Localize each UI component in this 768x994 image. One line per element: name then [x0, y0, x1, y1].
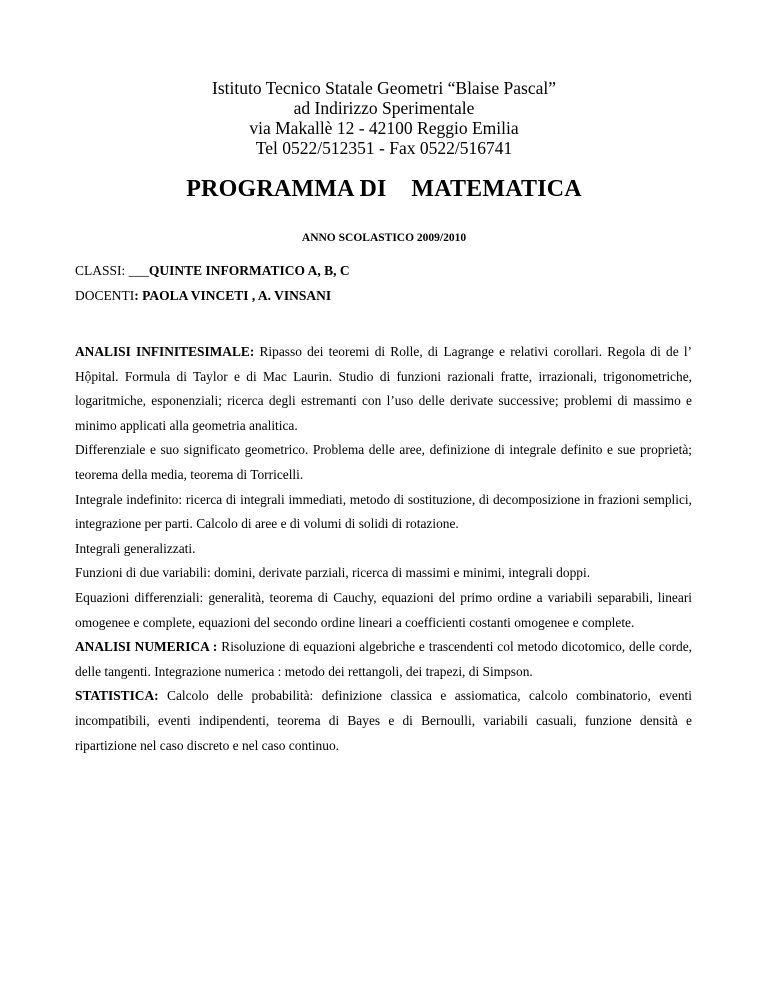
teachers-line: [75, 288, 331, 304]
school-phone-fax: Tel 0522/512351 - Fax 0522/516741: [255, 138, 513, 158]
section-statistica: [75, 684, 692, 758]
paragraph-integrali-generalizzati: Integrali generalizzati.: [75, 540, 196, 556]
section-heading: ANALISI INFINITESIMALE:: [75, 344, 255, 359]
paragraph-equazioni-differenziali: Equazioni differenziali: generalità, teorema di Cauchy, equazioni del primo ordine a variabili separabili, lineari omogenee e complete, equazioni del secondo ordine lineari a coefficienti costanti omogenee e complete.: [75, 589, 692, 630]
school-type: ad Indirizzo Sperimentale: [293, 98, 475, 118]
school-address: via Makallè 12 - 42100 Reggio Emilia: [249, 118, 519, 138]
program-body: [75, 340, 692, 758]
classes-value: QUINTE INFORMATICO A, B, C: [148, 263, 350, 278]
school-name: Istituto Tecnico Statale Geometri “Blaise Pascal”: [212, 78, 556, 98]
section-text: Risoluzione di equazioni algebriche e trascendenti col metodo dicotomico, delle corde, delle tangenti. Integrazione numerica : metodo dei rettangoli, dei trapezi, di Simpson.: [75, 639, 692, 679]
paragraph-integrale-indefinito: Integrale indefinito: ricerca di integrali immediati, metodo di sostituzione, di decomposizione in frazioni semplici, integrazione per parti. Calcolo di aree e di volumi di solidi di rotazione.: [75, 491, 692, 532]
teachers-value: : PAOLA VINCETI , A. VINSANI: [134, 288, 332, 303]
paragraph-funzioni-due-variabili: Funzioni di due variabili: domini, derivate parziali, ricerca di massimi e minimi, integrali doppi.: [75, 565, 591, 581]
classes-line: [75, 263, 350, 279]
teachers-label: DOCENTI: [75, 288, 135, 303]
section-heading: STATISTICA:: [75, 688, 159, 704]
document-title: PROGRAMMA DI MATEMATICA: [186, 176, 582, 202]
classes-label: CLASSI: ___: [75, 263, 149, 278]
section-text: Ripasso dei teoremi di Rolle, di Lagrange e relativi corollari. Regola di de l’ Hộpital. Formula di Taylor e di Mac Laurin. Studio di funzioni razionali fratte, irrazionali, trigonometriche, logaritmiche, esponenziali; ricerca degli estremanti con l’uso delle derivate successive; problemi di massimo e minimo applicati alla geometria analitica.: [75, 344, 693, 433]
section-heading: ANALISI NUMERICA :: [75, 639, 218, 655]
section-analisi-numerica: [75, 635, 692, 684]
section-text: Calcolo delle probabilità: definizione classica e assiomatica, calcolo combinatorio, eventi incompatibili, eventi indipendenti, teorema di Bayes e di Bernoulli, variabili casuali, funzione densità e ripartizione nel caso discreto e nel caso continuo.: [75, 688, 692, 753]
section-analisi-infinitesimale: [75, 340, 692, 438]
school-year: ANNO SCOLASTICO 2009/2010: [301, 232, 467, 244]
school-header: [0, 78, 768, 158]
paragraph-differenziale: Differenziale e suo significato geometrico. Problema delle aree, definizione di integrale definito e sue proprietà; teorema della media, teorema di Torricelli.: [75, 442, 692, 482]
